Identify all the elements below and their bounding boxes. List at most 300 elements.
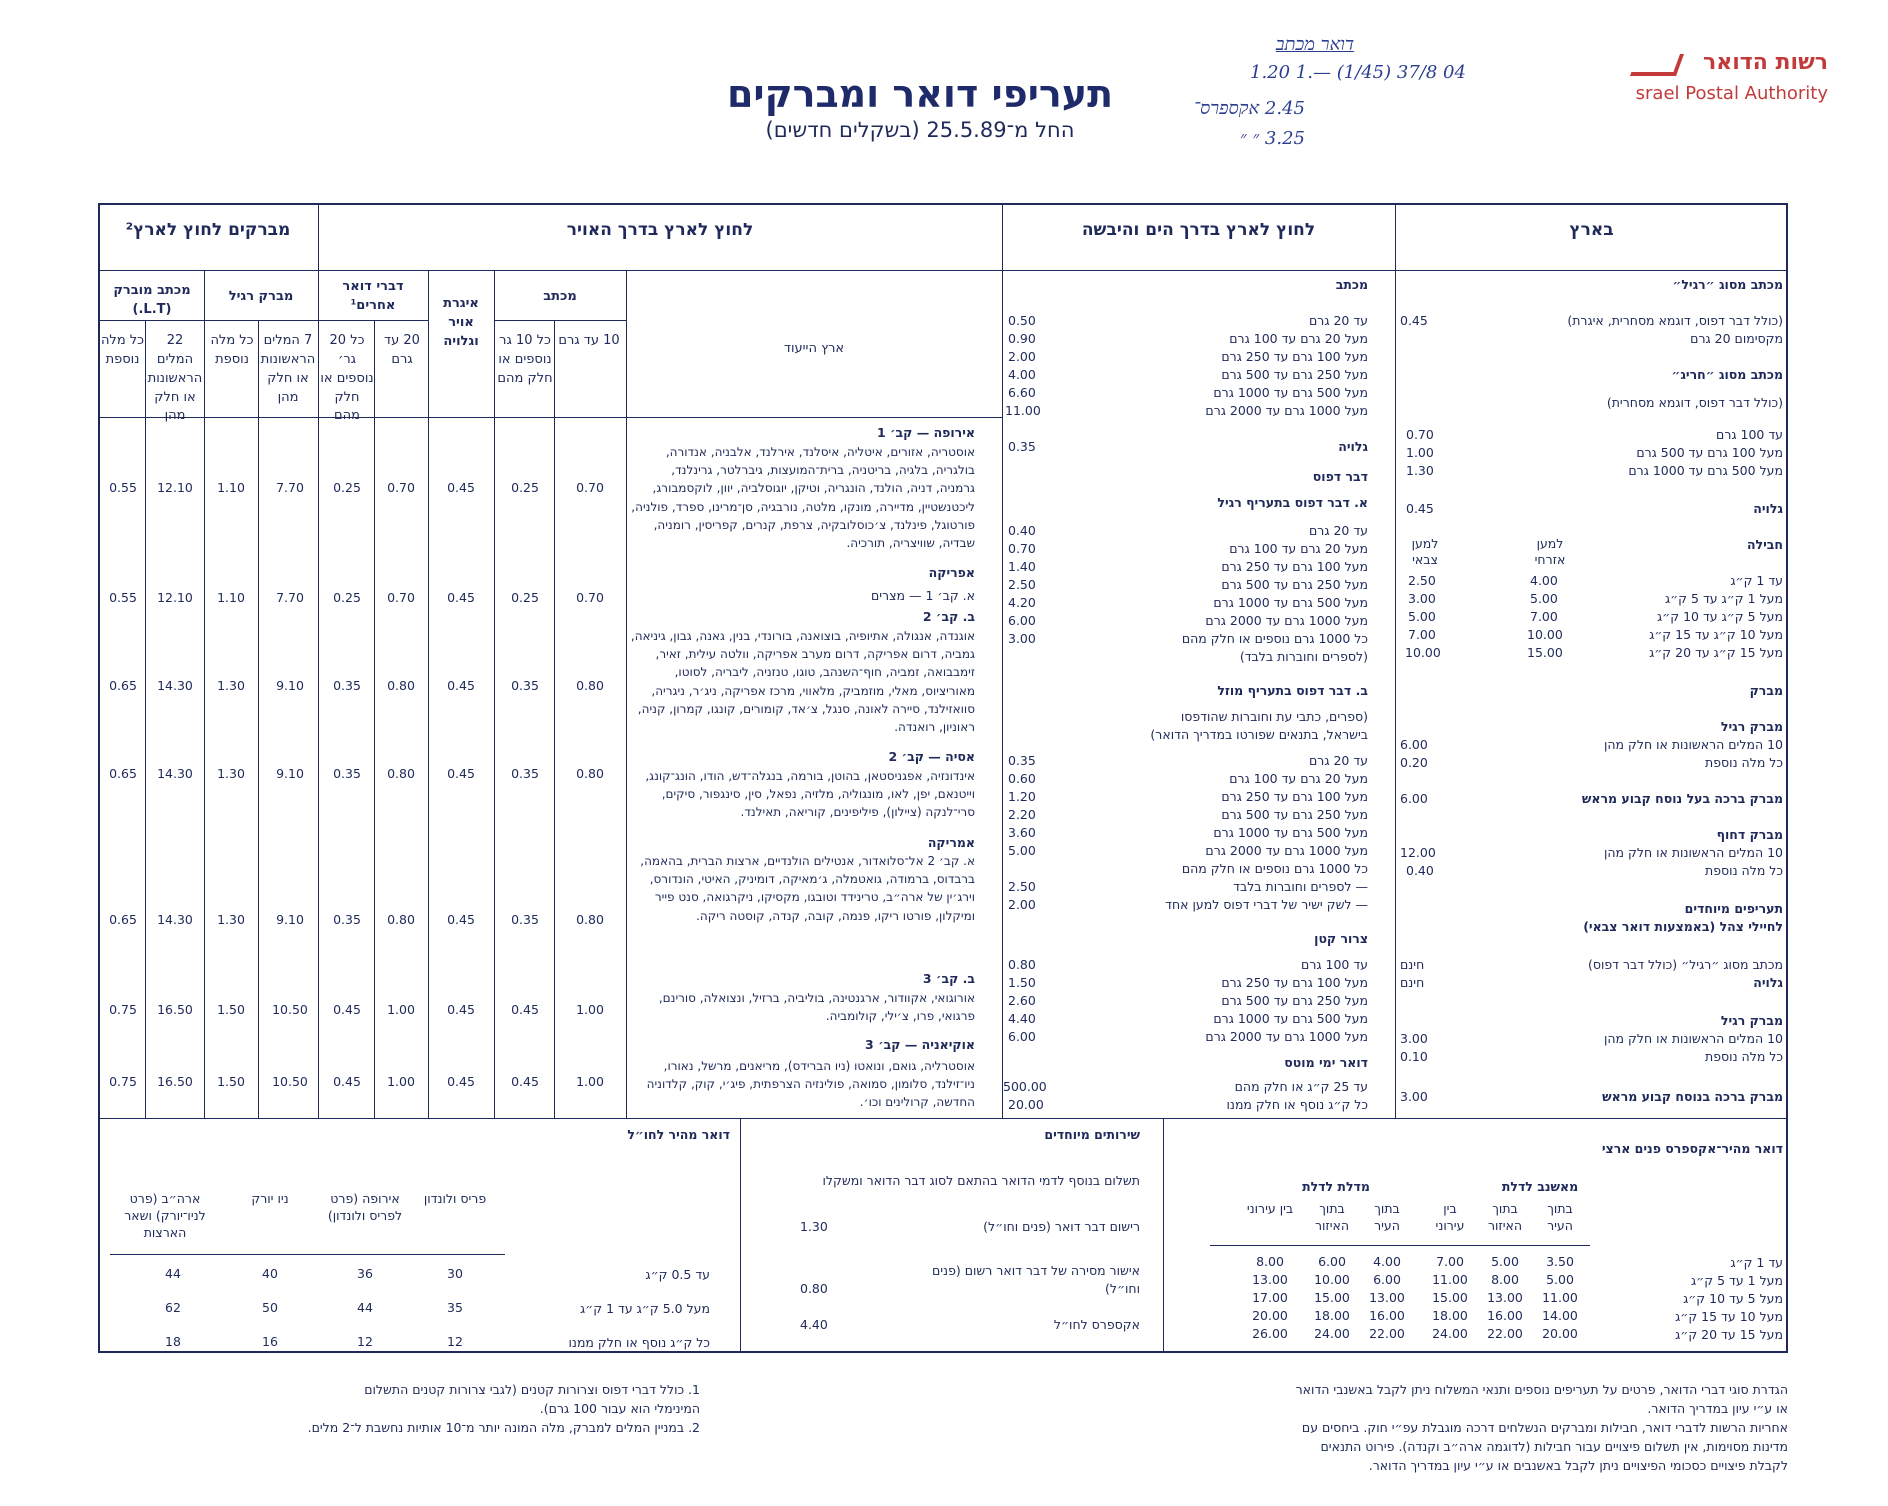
- divider-telegrams: [318, 203, 319, 1118]
- express-domestic-title: דואר מהיר־אקספרס פנים ארצי: [1601, 1141, 1783, 1156]
- surface-c9: — לשק ישיר של דברי דפוס למען אחד: [1165, 897, 1368, 912]
- col-europe: אירופה (פרט לפריס ולונדון): [327, 1191, 403, 1223]
- domestic-urgent: מברק דחוף: [1716, 827, 1783, 842]
- lt-add: 0.75: [109, 1074, 137, 1089]
- handwritten-note-2: 1.20 1.— (1/45) 37/8 04: [1250, 62, 1466, 83]
- domestic-urgent-add: כל מלה נוספת: [1705, 863, 1783, 878]
- surface-a3-price: 2.00: [1008, 349, 1036, 364]
- domestic-tele-add-price: 0.20: [1400, 755, 1428, 770]
- surface-d3: מעל 250 גרם עד 500 גרם: [1221, 993, 1368, 1008]
- express-cell: 5.00: [1491, 1254, 1519, 1269]
- col-other: דברי דואר אחרים¹: [342, 279, 404, 313]
- soldiers-letter-price: חינם: [1400, 957, 1425, 972]
- domestic-regular-note: (כולל דבר דפוס, דוגמא מסחרית, איגרת): [1567, 313, 1783, 328]
- express-intl-cell: 44: [357, 1300, 373, 1315]
- col-letter: מכתב: [543, 289, 577, 304]
- express-row-weight: עד 1 ק״ג: [1730, 1255, 1783, 1270]
- express-intl-cell: 12: [357, 1334, 373, 1349]
- soldiers-greeting-price: 3.00: [1400, 1089, 1428, 1104]
- express-cell: 8.00: [1491, 1272, 1519, 1287]
- surface-a1-price: 0.50: [1008, 313, 1036, 328]
- col-door-city: בתוך העיר: [1374, 1201, 1400, 1233]
- zone-countries: אינדונזיה, אפגניסטאן, בהוטן, בורמה, בנגלה־דש, הודו, הונג־קונג, וייטנאם, יפן, לאו, מונגוליה, מלזיה, נפאל, סין, סינגפור, סיקים, סרי־לנקה (ציילון), פיליפינים, קוריאה, תאילנד.: [645, 769, 975, 820]
- surface-d1: עד 100 גרם: [1301, 957, 1368, 972]
- express-cell: 11.00: [1432, 1272, 1468, 1287]
- express-intl-cell: 50: [262, 1300, 278, 1315]
- parcel-row-5-military: 10.00: [1405, 645, 1441, 660]
- express-cell: 16.00: [1487, 1308, 1523, 1323]
- surface-c2: מעל 20 גרם עד 100 גרם: [1229, 771, 1368, 786]
- air-letter-first: 0.80: [576, 766, 604, 781]
- col-tele-lt-add: כל מלה נוספת: [100, 333, 145, 367]
- express-office-to-door: מאשנב לדלת: [1501, 1179, 1579, 1194]
- surface-a4-price: 4.00: [1008, 367, 1036, 382]
- zone-countries: אוסטריה, אזורים, איטליה, איסלנד, אירלנד, אלבניה, אנדורה, בולגריה, בלגיה, בריטניה, ברית־המועצות, גיברלטר, גרינלנד, גרמניה, דניה, הולנד, הונגריה, וטיקן, יוגוסלביה, יוון, לוקסמבורג, ליכטנשטיין, מדיירה, מונקו, מלטה, נורבגיה, סן־מרינו, ספרד, פולניה, פורטוגל, פינלנד, צ׳כוסלובקיה, צרפת, קנרים, קפריסין, רומניה, שבדיה, שוויצריה, תורכיה.: [631, 445, 975, 551]
- surface-d5: מעל 1000 גרם עד 2000 גרם: [1205, 1029, 1368, 1044]
- air-letter-first: 0.80: [576, 678, 604, 693]
- lt-first22: 14.30: [157, 912, 193, 927]
- parcel-row-2-civil: 5.00: [1530, 591, 1558, 606]
- surface-reduced-note1: (ספרים, כתבי עת וחוברות שהודפסו: [1180, 709, 1368, 724]
- footnote-right-3: אחריות הרשות לדברי דואר, חבילות ומברקים הנשלחים דרכה מוגבלת עפ״י חוק. ביחסים עם: [1301, 1420, 1788, 1435]
- zone-label: אסיה — קב׳ 2: [888, 749, 975, 764]
- air-other-first: 0.80: [387, 766, 415, 781]
- col-tele-first22: 22 המלים הראשונות או חלק מהן: [147, 333, 203, 424]
- lt-add: 0.75: [109, 1002, 137, 1017]
- divider-domestic: [1395, 203, 1396, 1118]
- air-letter-first: 0.80: [576, 912, 604, 927]
- air-other-first: 0.80: [387, 678, 415, 693]
- surface-printed-regular: א. דבר דפוס בתעריף רגיל: [1217, 495, 1368, 510]
- air-aerogram: 0.45: [447, 766, 475, 781]
- air-letter-add: 0.25: [511, 480, 539, 495]
- parcel-row-3: מעל 5 ק״ג עד 10 ק״ג: [1657, 609, 1783, 624]
- tele-first7: 10.50: [272, 1074, 308, 1089]
- express-cell: 11.00: [1542, 1290, 1578, 1305]
- express-cell: 20.00: [1542, 1326, 1578, 1341]
- air-letter-add: 0.35: [511, 766, 539, 781]
- special-rates-title: תעריפים מיוחדים: [1684, 901, 1783, 916]
- express-intl-weight: עד 0.5 ק״ג: [645, 1267, 710, 1282]
- footnote-left-2: המינימלי הוא עבור 100 גרם).: [539, 1401, 700, 1416]
- surface-b7: כל 1000 גרם נוספים או חלק מהם: [1181, 631, 1368, 646]
- surface-c3-price: 1.20: [1008, 789, 1036, 804]
- handwritten-note-1: דואר מכתב: [1275, 34, 1355, 55]
- surface-postcard: גלויה: [1338, 439, 1368, 454]
- special-services-intro: תשלום בנוסף לדמי הדואר בהתאם לסוג דבר הדואר ומשקלו: [822, 1173, 1140, 1188]
- divider-air-letter: [554, 320, 555, 1118]
- zone-countries: א. קב׳ 2 אל־סלואדור, אנטילים הולנדיים, ארצות הברית, בהאמה, ברבדוס, ברמודה, גואטמלה, ג׳מאיקה, דומיניק, האיטי, הונדורס, וירג׳ין של ארה״ב, טרינידד וטובגו, מקסיקו, ניקרגואה, סנט פייר ומיקלון, פורטו ריקו, פנמה, קובה, קנדה, קוסטה ריקה.: [640, 854, 975, 923]
- divider-tele-r: [258, 320, 259, 1118]
- lt-first22: 16.50: [157, 1002, 193, 1017]
- surface-c1-price: 0.35: [1008, 753, 1036, 768]
- surface-b5: מעל 500 גרם עד 1000 גרם: [1213, 595, 1368, 610]
- tele-first7: 9.10: [276, 912, 304, 927]
- tele-first7: 7.70: [276, 590, 304, 605]
- handwritten-note-4: 3.25 ״ ״: [1239, 128, 1305, 149]
- express-cell: 8.00: [1256, 1254, 1284, 1269]
- lt-first22: 16.50: [157, 1074, 193, 1089]
- tele-add: 1.10: [217, 590, 245, 605]
- divider-special-intl: [740, 1118, 741, 1353]
- express-cell: 18.00: [1314, 1308, 1350, 1323]
- parcel-row-4: מעל 10 ק״ג עד 15 ק״ג: [1649, 627, 1783, 642]
- domestic-irr-2-price: 1.00: [1406, 445, 1434, 460]
- col-letter-first: 10 עד גרם: [558, 333, 620, 348]
- air-letter-add: 0.35: [511, 678, 539, 693]
- air-other-add: 0.25: [333, 590, 361, 605]
- parcel-row-3-military: 5.00: [1408, 609, 1436, 624]
- col-other-add: כל 20 גר׳ נוספים או חלק מהם: [320, 333, 374, 424]
- air-header-line: [98, 417, 1002, 418]
- express-header-line: [1210, 1245, 1590, 1246]
- surface-c6: מעל 1000 גרם עד 2000 גרם: [1205, 843, 1368, 858]
- surface-a6-price: 11.00: [1005, 403, 1041, 418]
- domestic-greeting-price: 6.00: [1400, 791, 1428, 806]
- footnote-right-4: מדינות מסוימות, אין תשלום פיצויים עבור חבילות (לדוגמה ארה״ב וקנדה). פירוט התנאים: [1320, 1439, 1788, 1454]
- surface-c3: מעל 100 גרם עד 250 גרם: [1221, 789, 1368, 804]
- surface-b2-price: 0.70: [1008, 541, 1036, 556]
- zone-label: אוקיאניה — קב׳ 3: [865, 1037, 975, 1052]
- surface-c4-price: 2.20: [1008, 807, 1036, 822]
- air-other-first: 0.70: [387, 480, 415, 495]
- tele-add: 1.30: [217, 912, 245, 927]
- parcel-row-5-civil: 15.00: [1527, 645, 1563, 660]
- col-tele-lt: מכתב מוברק (L.T.): [113, 283, 191, 317]
- tele-add: 1.30: [217, 678, 245, 693]
- surface-d1-price: 0.80: [1008, 957, 1036, 972]
- domestic-urgent-first10: 10 המלים הראשונות או חלק מהן: [1603, 845, 1783, 860]
- surface-b5-price: 4.20: [1008, 595, 1036, 610]
- air-letter-subline: [494, 320, 626, 321]
- col-other-first: 20 עד גרם: [384, 333, 420, 367]
- domestic-postcard-price: 0.45: [1406, 501, 1434, 516]
- col-tele-first7: 7 המלים הראשונות או חלק מהן: [260, 333, 316, 405]
- express-intl-title: דואר מהיר לחו״ל: [627, 1127, 730, 1142]
- surface-a5-price: 6.60: [1008, 385, 1036, 400]
- col-tele-add: כל מלה נוספת: [210, 333, 254, 367]
- express-cell: 17.00: [1252, 1290, 1288, 1305]
- air-aerogram: 0.45: [447, 678, 475, 693]
- col-office-city: בתוך העיר: [1547, 1201, 1573, 1233]
- bottom-section-line: [98, 1118, 1788, 1119]
- tele-add: 1.50: [217, 1002, 245, 1017]
- footnote-left-3: 2. במניין המלים למברק, מלה המונה יותר מ־10 אותיות נחשבת ל־2 מלים.: [307, 1420, 700, 1435]
- domestic-irregular-letter: מכתב מסוג ״חריג״: [1671, 367, 1783, 382]
- express-intl-cell: 40: [262, 1266, 278, 1281]
- air-aerogram: 0.45: [447, 912, 475, 927]
- soldiers-tele-first10: 10 המלים הראשונות או חלק מהן: [1603, 1031, 1783, 1046]
- tele-first7: 9.10: [276, 678, 304, 693]
- surface-d4: מעל 500 גרם עד 1000 גרם: [1213, 1011, 1368, 1026]
- express-intl-cell: 18: [165, 1334, 181, 1349]
- domestic-regular-letter: מכתב מסוג ״רגיל״: [1672, 277, 1783, 292]
- parcel-col-civil: למען אזרחי: [1534, 536, 1566, 567]
- col-aerogram: איגרת אויר וגלויה: [443, 296, 479, 349]
- express-intl-cell: 62: [165, 1300, 181, 1315]
- express-cell: 13.00: [1369, 1290, 1405, 1305]
- surface-d3-price: 2.60: [1008, 993, 1036, 1008]
- air-other-add: 0.45: [333, 1002, 361, 1017]
- soldiers-postcard: גלויה: [1753, 975, 1783, 990]
- air-other-add: 0.45: [333, 1074, 361, 1089]
- zone-countries: אורוגואי, אקוודור, ארגנטינה, בוליביה, ברזיל, ונצואלה, סורינם, פרגואי, פרו, צ׳ילי, קולומביה.: [658, 991, 975, 1024]
- lt-add: 0.65: [109, 766, 137, 781]
- soldiers-greeting: מברק ברכה בנוסח קבוע מראש: [1602, 1089, 1783, 1104]
- domestic-tele-regular: מברק רגיל: [1720, 719, 1783, 734]
- parcel-row-2: מעל 1 ק״ג עד 5 ק״ג: [1664, 591, 1783, 606]
- surface-sam: דואר ימי מוטס: [1284, 1055, 1368, 1070]
- parcel-row-1-civil: 4.00: [1530, 573, 1558, 588]
- surface-a5: מעל 500 גרם עד 1000 גרם: [1213, 385, 1368, 400]
- surface-m2-price: 20.00: [1008, 1097, 1044, 1112]
- domestic-parcel: חבילה: [1746, 537, 1783, 552]
- surface-d2-price: 1.50: [1008, 975, 1036, 990]
- divider-express-special: [1163, 1118, 1164, 1353]
- air-aerogram: 0.45: [447, 1002, 475, 1017]
- air-letter-first: 0.70: [576, 590, 604, 605]
- surface-postcard-price: 0.35: [1008, 439, 1036, 454]
- lt-first22: 12.10: [157, 480, 193, 495]
- tele-add: 1.30: [217, 766, 245, 781]
- divider-tele-lt2: [145, 320, 146, 1118]
- special-express-abroad-price: 4.40: [800, 1317, 828, 1332]
- page-subtitle: החל מ־25.5.89 (בשקלים חדשים): [765, 118, 1075, 142]
- express-intl-cell: 16: [262, 1334, 278, 1349]
- parcel-row-1-military: 2.50: [1408, 573, 1436, 588]
- footnote-right-1: הגדרת סוגי דברי הדואר, פרטים על תעריפים נוספים ותנאי המשלוח ניתן לקבל באשנבי הדואר: [1295, 1382, 1788, 1397]
- surface-b4-price: 2.50: [1008, 577, 1036, 592]
- express-intl-weight: כל ק״ג נוסף או חלק ממנו: [568, 1335, 710, 1350]
- special-registered-price: 1.30: [800, 1219, 828, 1234]
- air-other-first: 0.80: [387, 912, 415, 927]
- express-cell: 6.00: [1318, 1254, 1346, 1269]
- domestic-greeting: מברק ברכה בעל נוסח קבוע מראש: [1581, 791, 1783, 806]
- express-row-weight: מעל 5 עד 10 ק״ג: [1683, 1291, 1783, 1306]
- col-destination: ארץ הייעוד: [783, 341, 845, 356]
- surface-c8-price: 2.50: [1008, 879, 1036, 894]
- special-rates-soldiers: לחיילי צהל (באמצעות דואר צבאי): [1583, 919, 1783, 934]
- express-intl-cell: 30: [447, 1266, 463, 1281]
- parcel-col-military: למען צבאי: [1411, 536, 1439, 567]
- zone-label: אירופה — קב׳ 1: [876, 425, 975, 440]
- lt-add: 0.55: [109, 480, 137, 495]
- air-letter-add: 0.45: [511, 1002, 539, 1017]
- surface-b7-price: 3.00: [1008, 631, 1036, 646]
- express-door-to-door: מדלת לדלת: [1302, 1179, 1370, 1194]
- express-cell: 7.00: [1436, 1254, 1464, 1269]
- soldiers-tele-add: כל מלה נוספת: [1705, 1049, 1783, 1064]
- soldiers-telegram: מברק רגיל: [1720, 1013, 1783, 1028]
- surface-b3-price: 1.40: [1008, 559, 1036, 574]
- surface-b1: עד 20 גרם: [1308, 523, 1368, 538]
- col-office-area: בתוך האיזור: [1487, 1201, 1523, 1233]
- domestic-urgent-add-price: 0.40: [1406, 863, 1434, 878]
- logo-hebrew-text: רשות הדואר: [1702, 50, 1828, 75]
- air-other-first: 1.00: [387, 1002, 415, 1017]
- parcel-row-4-civil: 10.00: [1527, 627, 1563, 642]
- air-letter-first: 1.00: [576, 1002, 604, 1017]
- surface-a3: מעל 100 גרם עד 250 גרם: [1221, 349, 1368, 364]
- domestic-tele-add: כל מלה נוספת: [1705, 755, 1783, 770]
- soldiers-postcard-price: חינם: [1400, 975, 1425, 990]
- divider-air-other2: [374, 320, 375, 1118]
- express-intl-weight: מעל 5.0 ק״ג עד 1 ק״ג: [580, 1301, 710, 1316]
- express-intl-cell: 12: [447, 1334, 463, 1349]
- surface-b8: (לספרים וחוברות בלבד): [1239, 649, 1368, 664]
- page-title: תעריפי דואר ומברקים: [726, 72, 1114, 116]
- col-office-inter: בין עירוני: [1435, 1201, 1465, 1233]
- surface-c2-price: 0.60: [1008, 771, 1036, 786]
- express-cell: 24.00: [1432, 1326, 1468, 1341]
- lt-add: 0.55: [109, 590, 137, 605]
- lt-first22: 14.30: [157, 678, 193, 693]
- parcel-row-2-military: 3.00: [1408, 591, 1436, 606]
- tele-add: 1.50: [217, 1074, 245, 1089]
- domestic-telegram: מברק: [1749, 683, 1783, 698]
- air-letter-first: 0.70: [576, 480, 604, 495]
- domestic-irr-3: מעל 500 גרם עד 1000 גרם: [1628, 463, 1783, 478]
- express-row-weight: מעל 15 עד 20 ק״ג: [1675, 1327, 1783, 1342]
- lt-add: 0.65: [109, 912, 137, 927]
- express-cell: 22.00: [1487, 1326, 1523, 1341]
- surface-c4: מעל 250 גרם עד 500 גרם: [1221, 807, 1368, 822]
- soldiers-letter: מכתב מסוג ״רגיל״ (כולל דבר דפוס): [1587, 957, 1783, 972]
- surface-c9-price: 2.00: [1008, 897, 1036, 912]
- air-other-add: 0.35: [333, 766, 361, 781]
- special-services-title: שירותים מיוחדים: [1044, 1127, 1140, 1142]
- tele-subline: [98, 320, 318, 321]
- air-letter-add: 0.35: [511, 912, 539, 927]
- surface-b3: מעל 100 גרם עד 250 גרם: [1221, 559, 1368, 574]
- surface-reduced-note2: בישראל, בתנאים שפורטו במדריך הדואר): [1150, 727, 1368, 742]
- air-aerogram: 0.45: [447, 590, 475, 605]
- air-other-first: 0.70: [387, 590, 415, 605]
- surface-b6: מעל 1000 גרם עד 2000 גרם: [1205, 613, 1368, 628]
- air-other-add: 0.25: [333, 480, 361, 495]
- air-other-add: 0.35: [333, 912, 361, 927]
- domestic-irr-1: עד 100 גרם: [1716, 427, 1783, 442]
- express-cell: 13.00: [1252, 1272, 1288, 1287]
- express-cell: 4.00: [1373, 1254, 1401, 1269]
- divider-air-other: [428, 270, 429, 1118]
- surface-c5-price: 3.60: [1008, 825, 1036, 840]
- handwritten-note-3: 2.45 אקספרס־: [1193, 98, 1305, 119]
- special-registered: רישום דבר דואר (פנים וחו״ל): [983, 1219, 1140, 1234]
- surface-letter: מכתב: [1335, 277, 1368, 292]
- soldiers-tele-add-price: 0.10: [1400, 1049, 1428, 1064]
- special-express-abroad: אקספרס לחו״ל: [1053, 1317, 1140, 1332]
- express-cell: 15.00: [1314, 1290, 1350, 1305]
- surface-a1: עד 20 גרם: [1308, 313, 1368, 328]
- express-cell: 15.00: [1432, 1290, 1468, 1305]
- express-cell: 26.00: [1252, 1326, 1288, 1341]
- surface-a6: מעל 1000 גרם עד 2000 גרם: [1205, 403, 1368, 418]
- surface-c5: מעל 500 גרם עד 1000 גרם: [1213, 825, 1368, 840]
- parcel-row-3-civil: 7.00: [1530, 609, 1558, 624]
- parcel-row-4-military: 7.00: [1408, 627, 1436, 642]
- soldiers-tele-first10-price: 3.00: [1400, 1031, 1428, 1046]
- express-cell: 5.00: [1546, 1272, 1574, 1287]
- domestic-tele-first10: 10 המלים הראשונות או חלק מהן: [1603, 737, 1783, 752]
- surface-printed: דבר דפוס: [1312, 469, 1368, 484]
- express-intl-cell: 36: [357, 1266, 373, 1281]
- domestic-regular-price: 0.45: [1400, 313, 1428, 328]
- surface-a2: מעל 20 גרם עד 100 גרם: [1229, 331, 1368, 346]
- surface-b6-price: 6.00: [1008, 613, 1036, 628]
- domestic-regular-max: מקסימום 20 גרם: [1690, 331, 1783, 346]
- tele-add: 1.10: [217, 480, 245, 495]
- surface-m2: כל ק״ג נוסף או חלק ממנו: [1226, 1097, 1368, 1112]
- tele-first7: 7.70: [276, 480, 304, 495]
- surface-a2-price: 0.90: [1008, 331, 1036, 346]
- surface-a4: מעל 250 גרם עד 500 גרם: [1221, 367, 1368, 382]
- surface-c7: כל 1000 גרם נוספים או חלק מהם: [1181, 861, 1368, 876]
- col-paris-london: פריס ולונדון: [423, 1191, 487, 1206]
- express-intl-cell: 35: [447, 1300, 463, 1315]
- lt-first22: 14.30: [157, 766, 193, 781]
- surface-small-packet: צרור קטן: [1314, 931, 1368, 946]
- domestic-irregular-note: (כולל דבר דפוס, דוגמא מסחרית): [1606, 395, 1783, 410]
- domestic-irr-2: מעל 100 גרם עד 500 גרם: [1636, 445, 1783, 460]
- surface-printed-reduced: ב. דבר דפוס בתעריף מוזל: [1217, 683, 1368, 698]
- air-aerogram: 0.45: [447, 1074, 475, 1089]
- air-other-add: 0.35: [333, 678, 361, 693]
- air-letter-first: 1.00: [576, 1074, 604, 1089]
- logo-english-text: srael Postal Authority: [1635, 83, 1828, 104]
- lt-first22: 12.10: [157, 590, 193, 605]
- surface-b1-price: 0.40: [1008, 523, 1036, 538]
- express-cell: 13.00: [1487, 1290, 1523, 1305]
- surface-c1: עד 20 גרם: [1308, 753, 1368, 768]
- col-door-area: בתוך האיזור: [1314, 1201, 1350, 1233]
- header-row-line: [98, 270, 1788, 271]
- surface-b2: מעל 20 גרם עד 100 גרם: [1229, 541, 1368, 556]
- col-letter-add: כל 10 גר נוספים או חלק מהם: [497, 333, 553, 386]
- air-letter-add: 0.45: [511, 1074, 539, 1089]
- divider-tele-lt: [204, 270, 205, 1118]
- air-other-first: 1.00: [387, 1074, 415, 1089]
- zone-label: ב. קב׳ 2: [922, 609, 975, 624]
- surface-d4-price: 4.40: [1008, 1011, 1036, 1026]
- express-cell: 14.00: [1542, 1308, 1578, 1323]
- zone-label: ב. קב׳ 3: [922, 971, 975, 986]
- express-intl-cell: 44: [165, 1266, 181, 1281]
- express-cell: 10.00: [1314, 1272, 1350, 1287]
- section-air: לחוץ לארץ בדרך האויר: [566, 220, 754, 240]
- footnote-right-2: או ע״י עיון במדריך הדואר.: [1647, 1401, 1788, 1416]
- special-receipt-price: 0.80: [800, 1281, 828, 1296]
- surface-c6-price: 5.00: [1008, 843, 1036, 858]
- domestic-tele-first10-price: 6.00: [1400, 737, 1428, 752]
- col-door-inter: בין עירוני: [1246, 1201, 1294, 1216]
- express-cell: 6.00: [1373, 1272, 1401, 1287]
- zone-countries: א. קב׳ 1 — מצרים: [870, 588, 975, 603]
- express-cell: 20.00: [1252, 1308, 1288, 1323]
- express-cell: 24.00: [1314, 1326, 1350, 1341]
- deer-logo-icon: [1630, 54, 1684, 76]
- lt-add: 0.65: [109, 678, 137, 693]
- section-domestic: בארץ: [1569, 220, 1614, 240]
- postal-authority-logo: [1628, 50, 1828, 140]
- zone-label: אפריקה: [928, 565, 975, 580]
- surface-d5-price: 6.00: [1008, 1029, 1036, 1044]
- footnote-right-5: לקבלת פיצויים כסכומי הפיצויים ניתן לקבל באשנבים או ע״י עיון במדריך הדואר.: [1368, 1458, 1788, 1473]
- express-cell: 18.00: [1432, 1308, 1468, 1323]
- parcel-row-1: עד 1 ק״ג: [1730, 573, 1783, 588]
- divider-air-dest: [626, 270, 627, 1118]
- express-row-weight: מעל 10 עד 15 ק״ג: [1675, 1309, 1783, 1324]
